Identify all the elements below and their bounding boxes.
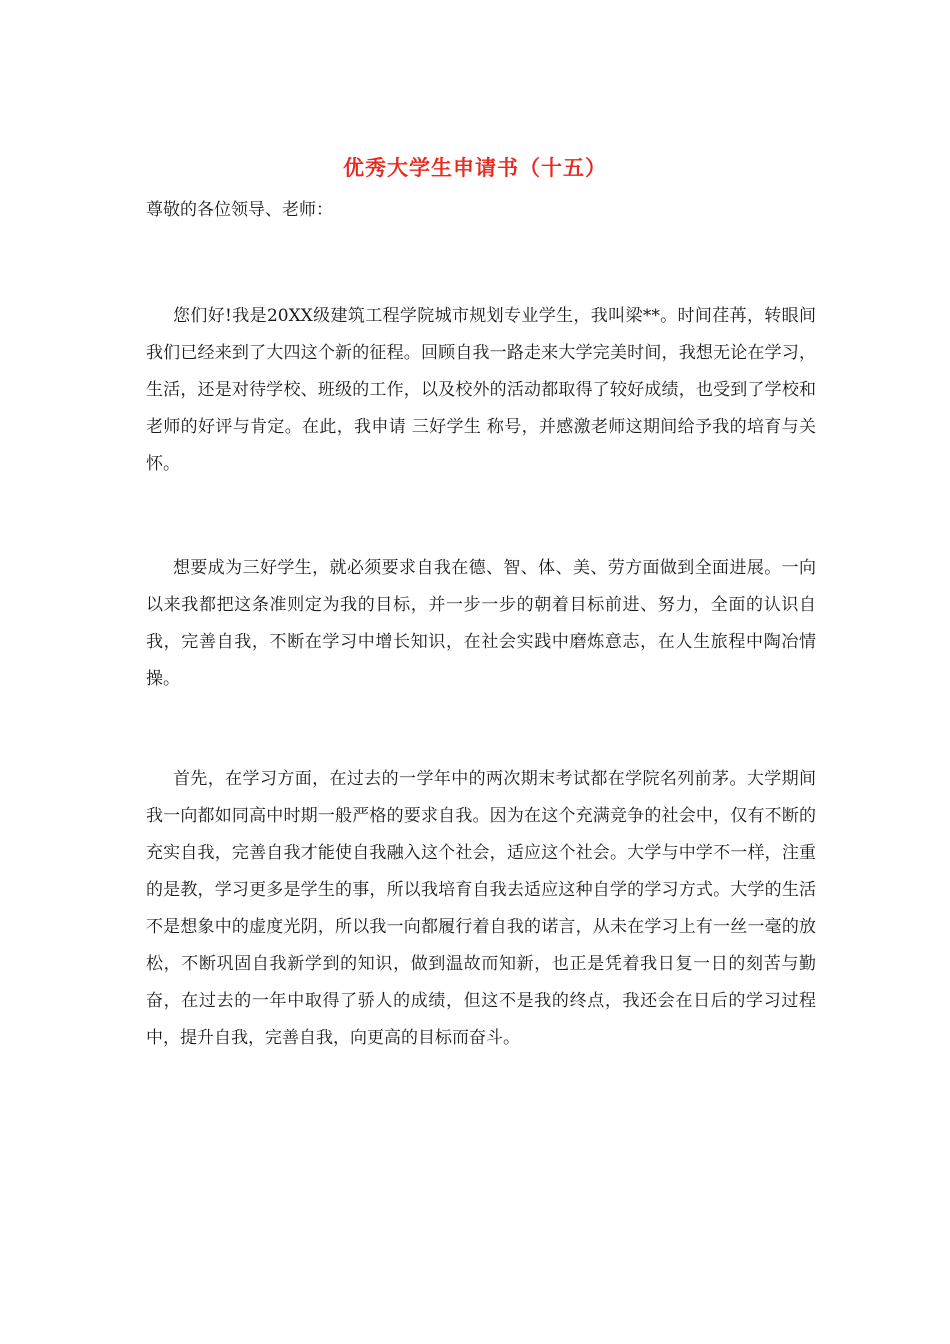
paragraph-1: 您们好!我是20XX级建筑工程学院城市规划专业学生，我叫梁**。时间荏苒，转眼间我们已经来到了大四这个新的征程。回顾自我一路走来大学完美时间，我想无论在学习，生活，还是对待学校、班级的工作，以及校外的活动都取得了较好成绩，也受到了学校和老师的好评与肯定。在此，我申请 三好学生 称号，并感激老师这期间给予我的培育与关怀。 — [146, 306, 816, 474]
paragraph-2: 想要成为三好学生，就必须要求自我在德、智、体、美、劳方面做到全面进展。一向以来我都把这条准则定为我的目标，并一步一步的朝着目标前进、努力，全面的认识自我，完善自我，不断在学习中增长知识，在社会实践中磨炼意志，在人生旅程中陶冶情操。 — [146, 558, 816, 689]
paragraph-3: 首先，在学习方面，在过去的一学年中的两次期末考试都在学院名列前茅。大学期间我一向都如同高中时期一般严格的要求自我。因为在这个充满竞争的社会中，仅有不断的充实自我，完善自我才能使自我融入这个社会，适应这个社会。大学与中学不一样，注重的是教，学习更多是学生的事，所以我培育自我去适应这种自学的学习方式。大学的生活不是想象中的虚度光阴，所以我一向都履行着自我的诺言，从未在学习上有一丝一毫的放松，不断巩固自我新学到的知识，做到温故而知新，也正是凭着我日复一日的刻苦与勤奋，在过去的一年中取得了骄人的成绩，但这不是我的终点，我还会在日后的学习过程中，提升自我，完善自我，向更高的目标而奋斗。 — [146, 769, 816, 1048]
document-title: 优秀大学生申请书（十五） — [343, 155, 607, 180]
salutation: 尊敬的各位领导、老师： — [146, 200, 333, 220]
